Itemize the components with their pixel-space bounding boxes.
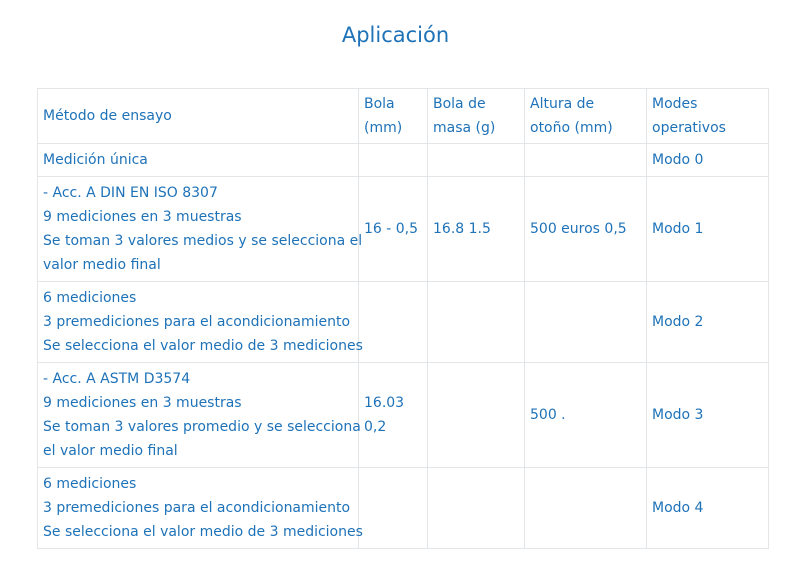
cell-method: Medición única <box>38 144 359 177</box>
cell-mode: Modo 2 <box>647 282 769 363</box>
cell-method: 6 mediciones 3 premediciones para el acondicionamiento Se selecciona el valor medio de 3 mediciones <box>38 468 359 549</box>
cell-drop-height: 500 euros 0,5 <box>525 177 647 282</box>
cell-method: - Acc. A DIN EN ISO 8307 9 mediciones en 3 muestras Se toman 3 valores medios y se selecciona el valor medio final <box>38 177 359 282</box>
cell-mode: Modo 4 <box>647 468 769 549</box>
application-table <box>37 88 769 549</box>
table-row <box>38 363 769 468</box>
cell-ball <box>359 144 428 177</box>
table-row <box>38 468 769 549</box>
header-method: Método de ensayo <box>38 89 359 144</box>
cell-drop-height: 500 . <box>525 363 647 468</box>
header-modes: Modes operativos <box>647 89 769 144</box>
header-ball: Bola (mm) <box>359 89 428 144</box>
cell-mode: Modo 3 <box>647 363 769 468</box>
cell-mode: Modo 0 <box>647 144 769 177</box>
cell-ball-mass <box>428 363 525 468</box>
cell-ball: 16.03 0,2 <box>359 363 428 468</box>
header-ball-mass: Bola de masa (g) <box>428 89 525 144</box>
cell-ball <box>359 468 428 549</box>
table-row <box>38 177 769 282</box>
cell-ball: 16 - 0,5 <box>359 177 428 282</box>
cell-method: - Acc. A ASTM D3574 9 mediciones en 3 muestras Se toman 3 valores promedio y se selecciona el valor medio final <box>38 363 359 468</box>
cell-ball-mass: 16.8 1.5 <box>428 177 525 282</box>
page-title: Aplicación <box>341 23 450 47</box>
cell-drop-height <box>525 468 647 549</box>
table-header-row <box>38 89 769 144</box>
header-drop-height: Altura de otoño (mm) <box>525 89 647 144</box>
application-table-container <box>37 88 768 549</box>
cell-drop-height <box>525 282 647 363</box>
table-row <box>38 282 769 363</box>
cell-drop-height <box>525 144 647 177</box>
cell-mode: Modo 1 <box>647 177 769 282</box>
cell-ball <box>359 282 428 363</box>
cell-ball-mass <box>428 282 525 363</box>
cell-ball-mass <box>428 468 525 549</box>
cell-method: 6 mediciones 3 premediciones para el acondicionamiento Se selecciona el valor medio de 3 mediciones <box>38 282 359 363</box>
table-row <box>38 144 769 177</box>
cell-ball-mass <box>428 144 525 177</box>
